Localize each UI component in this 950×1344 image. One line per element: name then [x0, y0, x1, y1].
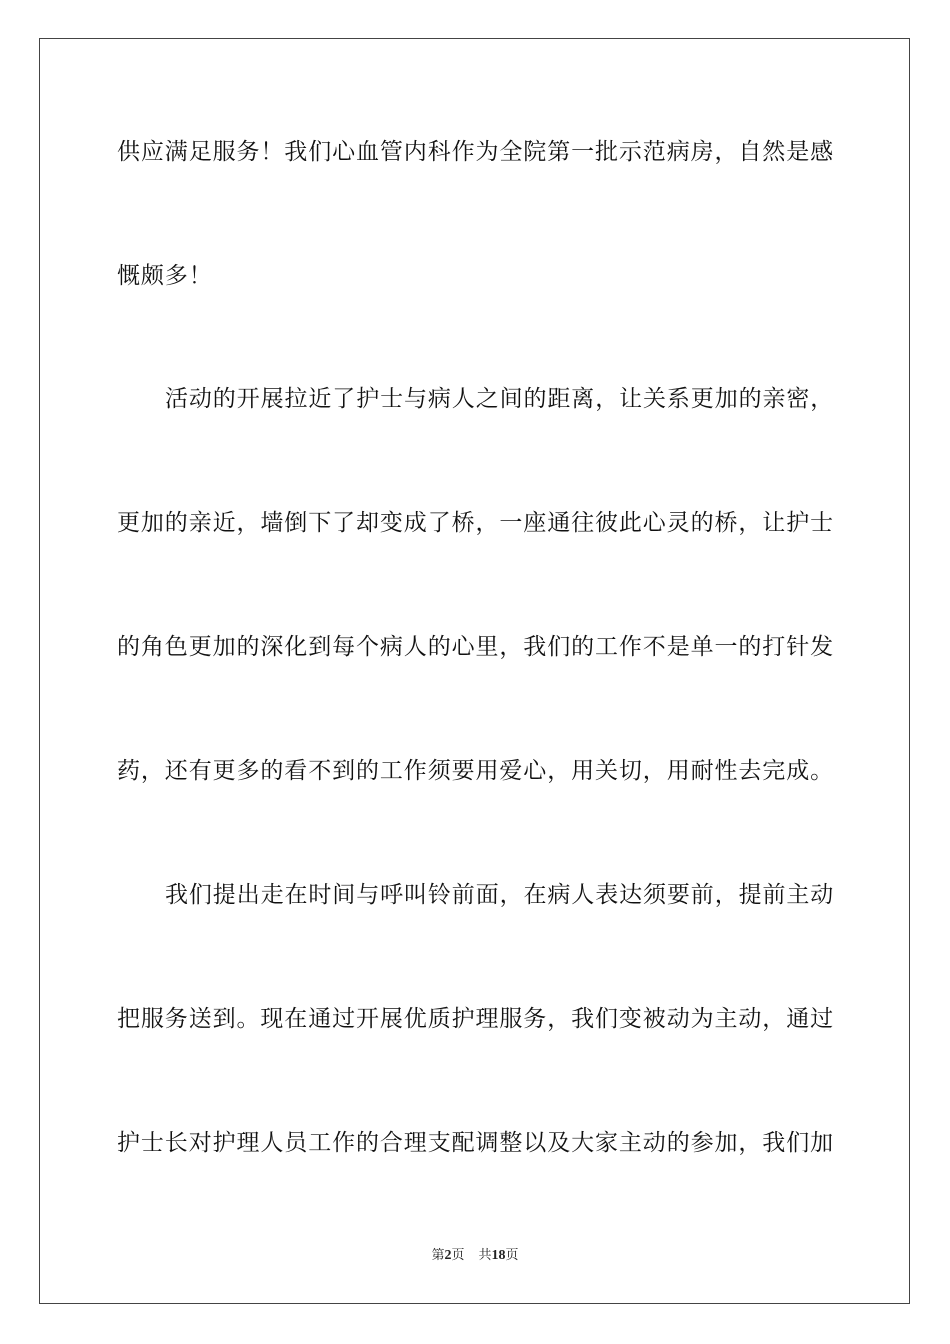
total-suffix: 页 — [505, 1248, 519, 1263]
page-number: 2 — [444, 1248, 452, 1263]
text-line: 慨颇多！ — [117, 263, 213, 289]
total-prefix: 共 — [478, 1248, 492, 1263]
paragraph-first-line: 我们提出走在时间与呼叫铃前面，在病人表达须要前，提前主动 — [165, 882, 835, 908]
text-line: 的角色更加的深化到每个病人的心里，我们的工作不是单一的打针发 — [117, 634, 834, 660]
total-pages: 18 — [491, 1248, 506, 1263]
paragraph-first-line: 活动的开展拉近了护士与病人之间的距离，让关系更加的亲密， — [165, 386, 835, 412]
page-border — [39, 38, 910, 1304]
page-footer — [0, 1247, 950, 1265]
text-line: 药，还有更多的看不到的工作须要用爱心，用关切，用耐性去完成。 — [117, 758, 834, 784]
page-suffix: 页 — [451, 1248, 465, 1263]
text-line: 把服务送到。现在通过开展优质护理服务，我们变被动为主动，通过 — [117, 1006, 834, 1032]
text-line: 护士长对护理人员工作的合理支配调整以及大家主动的参加，我们加 — [117, 1130, 834, 1156]
page-prefix: 第 — [431, 1248, 445, 1263]
text-line: 供应满足服务！我们心血管内科作为全院第一批示范病房，自然是感 — [117, 139, 834, 165]
text-line: 更加的亲近，墙倒下了却变成了桥，一座通往彼此心灵的桥，让护士 — [117, 510, 834, 536]
